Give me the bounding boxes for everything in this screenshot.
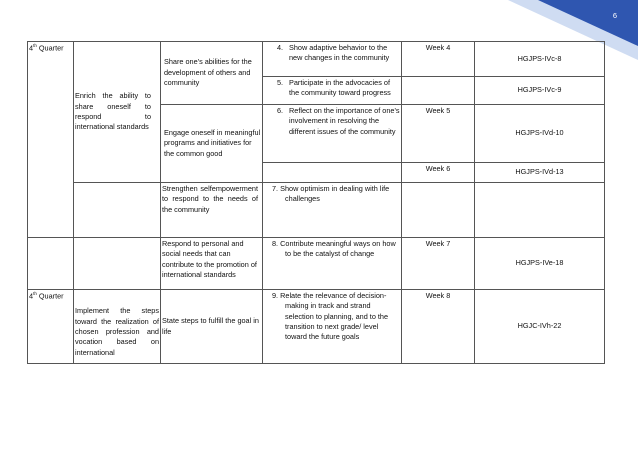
- code-cell: [475, 77, 605, 105]
- competency-text: Participate in the advocacies of the community toward progress: [289, 78, 391, 98]
- week-cell: [402, 238, 475, 290]
- performance-standard-cell: [161, 238, 263, 290]
- content-standard-cell: [74, 238, 161, 290]
- week-cell: [402, 42, 475, 77]
- week-cell: [402, 290, 475, 364]
- competency-code: HGJPS-IVd-10: [515, 128, 564, 138]
- week-label: Week 8: [425, 291, 451, 300]
- code-cell: [475, 183, 605, 238]
- competency-text: Reflect on the importance of one's involvement in resolving the different issues of the community: [289, 106, 400, 136]
- competency-code: HGJPS-IVc-9: [517, 85, 562, 95]
- week-cell: [402, 105, 475, 163]
- code-cell: [475, 163, 605, 183]
- content-standard-cell: [74, 183, 161, 238]
- competency-cell: [263, 77, 402, 105]
- code-cell: [475, 105, 605, 163]
- week-label: Week 6: [425, 164, 451, 173]
- quarter-label: Quarter: [38, 291, 64, 301]
- competency-number: 5.: [277, 78, 284, 87]
- content-standard: Implement the steps toward the realization of chosen profession and vocation based on international: [75, 306, 159, 357]
- page-number: 6: [612, 11, 617, 20]
- competency-cell: [263, 290, 402, 364]
- performance-standard-cell: [161, 290, 263, 364]
- quarter-label: Quarter: [38, 43, 64, 53]
- competency-text: 8. Contribute meaningful ways on how to be the catalyst of change: [272, 239, 396, 259]
- performance-standard: Share one's abilities for the development of others and community: [164, 57, 252, 88]
- competency-text: 7. Show optimism in dealing with life challenges: [272, 184, 390, 204]
- code-cell: [475, 290, 605, 364]
- performance-standard: Strengthen selfempowerment to respond to the needs of the community: [162, 184, 258, 214]
- competency-cell: [263, 42, 402, 77]
- performance-standard: Engage oneself in meaningful programs and initiatives for the common good: [164, 127, 261, 158]
- quarter-suffix: th: [33, 291, 37, 296]
- performance-standard: Respond to personal and social needs that can contribute to the promotion of international standards: [162, 239, 257, 280]
- performance-standard-cell: [161, 183, 263, 238]
- competency-cell: [263, 163, 402, 183]
- code-cell: [475, 42, 605, 77]
- competency-cell: [263, 238, 402, 290]
- table-row: [28, 238, 605, 290]
- week-cell: [402, 183, 475, 238]
- performance-standard-cell: [161, 42, 263, 105]
- competency-text: 9. Relate the relevance of decision-making in track and strand selection to planning, and to the transition to next grade/ level toward the future goals: [272, 291, 389, 342]
- competency-number: 4.: [277, 43, 284, 52]
- week-cell: [402, 77, 475, 105]
- quarter-cell: [28, 238, 74, 290]
- week-label: Week 4: [425, 43, 451, 52]
- quarter-number: 4: [29, 43, 34, 53]
- competency-number: 6.: [277, 106, 284, 115]
- curriculum-table: [27, 41, 605, 364]
- table-row: [28, 290, 605, 364]
- performance-standard: State steps to fulfill the goal in life: [162, 316, 259, 336]
- week-label: Week 5: [425, 106, 451, 115]
- competency-code: HGJPS-IVc-8: [517, 53, 562, 63]
- week-label: Week 7: [425, 239, 451, 248]
- content-standard-cell: [74, 290, 161, 364]
- competency-code: HGJC-IVh-22: [517, 321, 562, 331]
- competency-cell: [263, 183, 402, 238]
- competency-cell: [263, 105, 402, 163]
- performance-standard-cell: [161, 105, 263, 183]
- table-row: [28, 42, 605, 77]
- competency-code: HGJPS-IVd-13: [515, 167, 564, 177]
- content-standard-cell: [74, 42, 161, 183]
- code-cell: [475, 238, 605, 290]
- quarter-suffix: th: [33, 43, 37, 48]
- competency-code: HGJPS-IVe-18: [515, 258, 564, 268]
- week-cell: [402, 163, 475, 183]
- competency-text: Show adaptive behavior to the new changes in the community: [289, 43, 390, 63]
- content-standard: Enrich the ability to share oneself to respond to international standards: [75, 91, 151, 132]
- quarter-number: 4: [29, 291, 34, 301]
- quarter-cell: [28, 290, 74, 364]
- table-row: [28, 183, 605, 238]
- quarter-cell: [28, 42, 74, 238]
